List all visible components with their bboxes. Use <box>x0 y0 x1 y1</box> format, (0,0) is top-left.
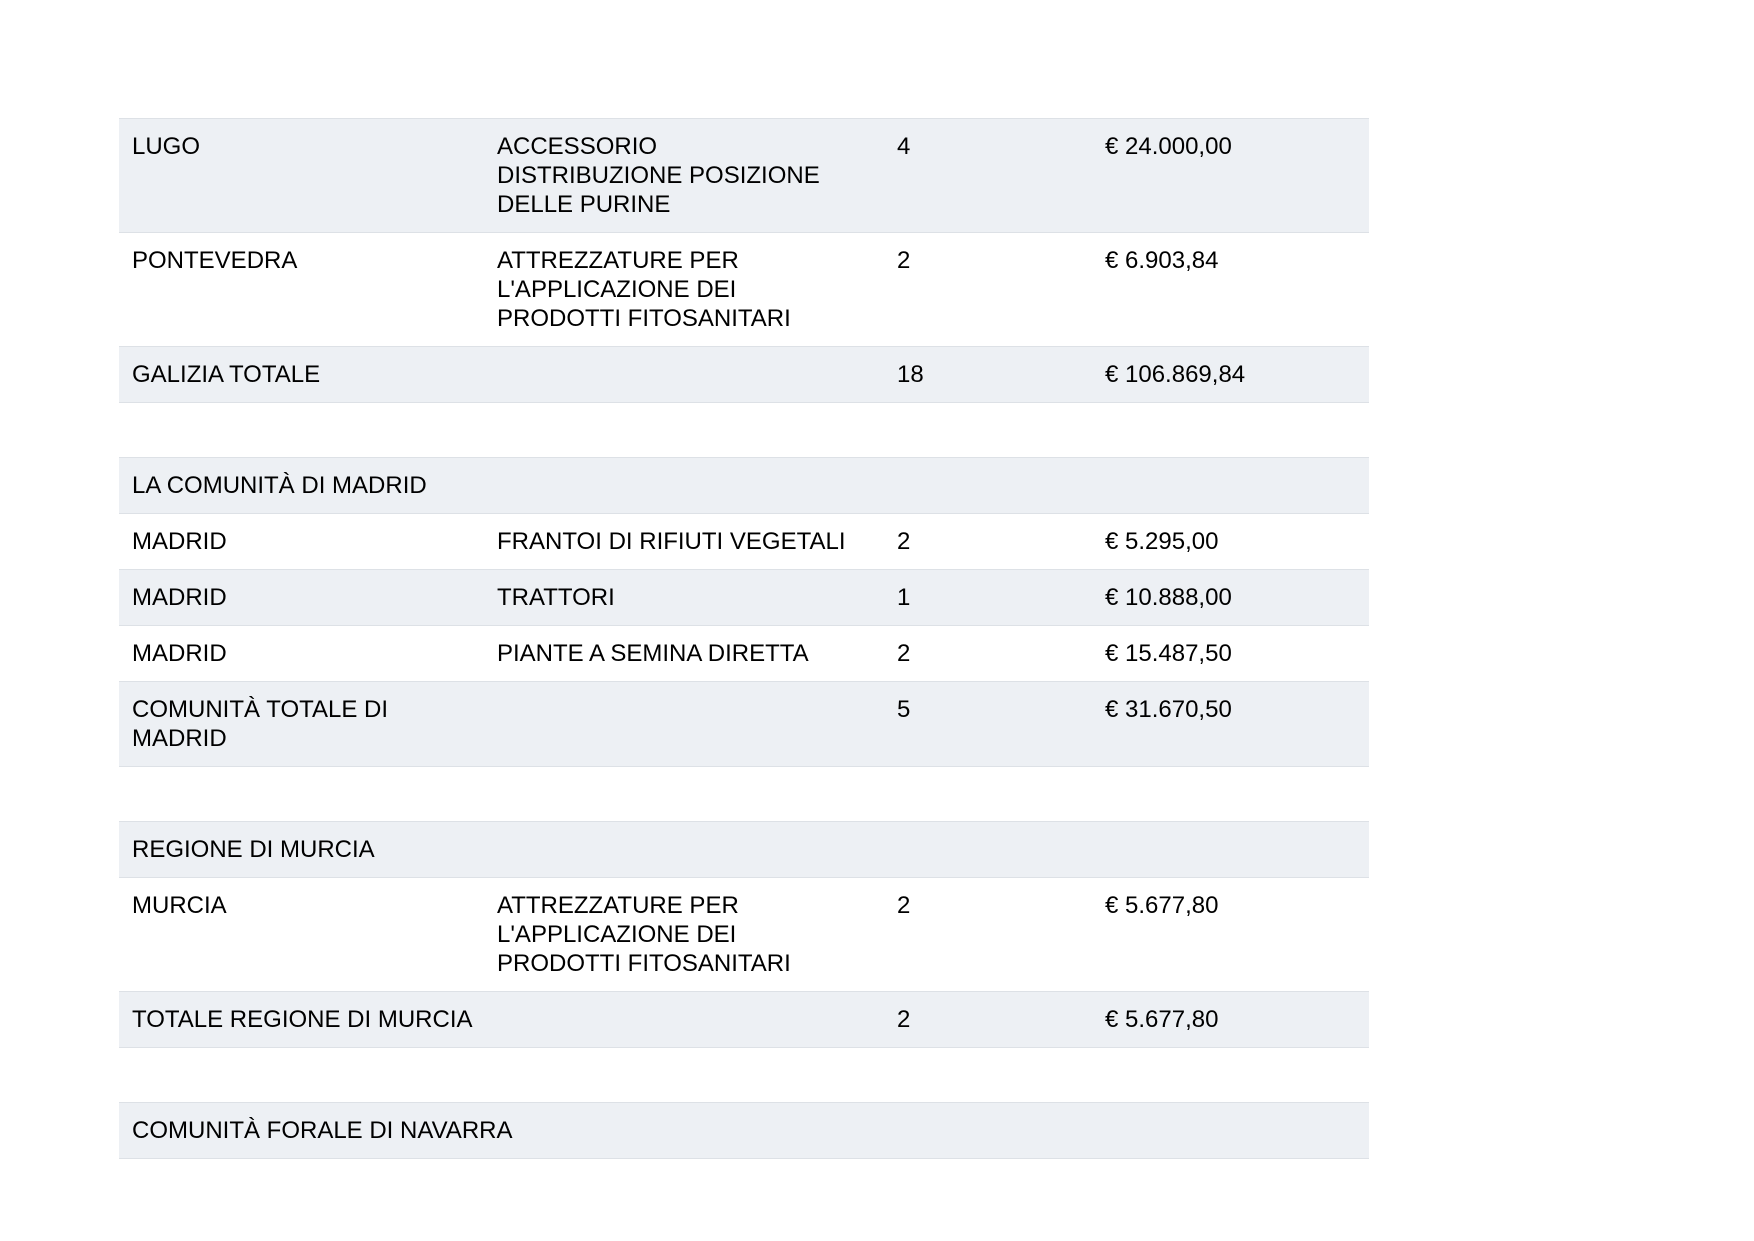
section-heading-madrid <box>119 457 1369 514</box>
section-heading: LA COMUNITÀ DI MADRID <box>132 472 427 499</box>
section-spacer <box>119 767 1369 821</box>
total-row-madrid <box>119 682 1369 767</box>
province-cell: PONTEVEDRA <box>132 247 298 274</box>
table-row <box>119 570 1369 626</box>
count-cell: 2 <box>897 892 911 919</box>
machinery-cell: FRANTOI DI RIFIUTI VEGETALI <box>497 528 846 555</box>
machinery-cell: ACCESSORIO DISTRIBUZIONE POSIZIONE DELLE PURINE <box>497 133 820 218</box>
table-row <box>119 514 1369 570</box>
province-cell: MURCIA <box>132 892 227 919</box>
machinery-cell: TRATTORI <box>497 584 615 611</box>
total-label: TOTALE REGIONE DI MURCIA <box>132 1006 473 1033</box>
section-heading: COMUNITÀ FORALE DI NAVARRA <box>132 1117 513 1144</box>
total-label: COMUNITÀ TOTALE DI MADRID <box>132 696 389 752</box>
subsidy-table <box>119 118 1369 1159</box>
section-spacer <box>119 1048 1369 1102</box>
total-count: 18 <box>897 361 924 388</box>
amount-cell: € 5.295,00 <box>1105 528 1219 555</box>
empty-cell <box>484 682 884 766</box>
empty-cell <box>484 992 884 1047</box>
count-cell: 2 <box>897 247 911 274</box>
total-amount: € 31.670,50 <box>1105 696 1232 723</box>
amount-cell: € 15.487,50 <box>1105 640 1232 667</box>
province-cell: MADRID <box>132 584 227 611</box>
machinery-cell: ATTREZZATURE PER L'APPLICAZIONE DEI PRODOTTI FITOSANITARI <box>497 247 791 332</box>
machinery-cell: ATTREZZATURE PER L'APPLICAZIONE DEI PRODOTTI FITOSANITARI <box>497 892 791 977</box>
table-row <box>119 878 1369 992</box>
machinery-cell: PIANTE A SEMINA DIRETTA <box>497 640 809 667</box>
province-cell: MADRID <box>132 640 227 667</box>
total-count: 5 <box>897 696 911 723</box>
table-row <box>119 118 1369 233</box>
total-amount: € 106.869,84 <box>1105 361 1246 388</box>
section-heading-murcia <box>119 821 1369 878</box>
total-amount: € 5.677,80 <box>1105 1006 1219 1033</box>
table-row <box>119 626 1369 682</box>
amount-cell: € 10.888,00 <box>1105 584 1232 611</box>
count-cell: 4 <box>897 133 911 160</box>
table-row <box>119 233 1369 347</box>
section-heading-navarra <box>119 1102 1369 1159</box>
total-row-murcia <box>119 992 1369 1048</box>
amount-cell: € 6.903,84 <box>1105 247 1219 274</box>
count-cell: 1 <box>897 584 911 611</box>
province-cell: MADRID <box>132 528 227 555</box>
total-label: GALIZIA TOTALE <box>132 361 321 388</box>
count-cell: 2 <box>897 528 911 555</box>
amount-cell: € 24.000,00 <box>1105 133 1232 160</box>
section-heading: REGIONE DI MURCIA <box>132 836 375 863</box>
amount-cell: € 5.677,80 <box>1105 892 1219 919</box>
province-cell: LUGO <box>132 133 201 160</box>
total-count: 2 <box>897 1006 911 1033</box>
section-spacer <box>119 403 1369 457</box>
empty-cell <box>484 347 884 402</box>
total-row-galizia <box>119 347 1369 403</box>
count-cell: 2 <box>897 640 911 667</box>
